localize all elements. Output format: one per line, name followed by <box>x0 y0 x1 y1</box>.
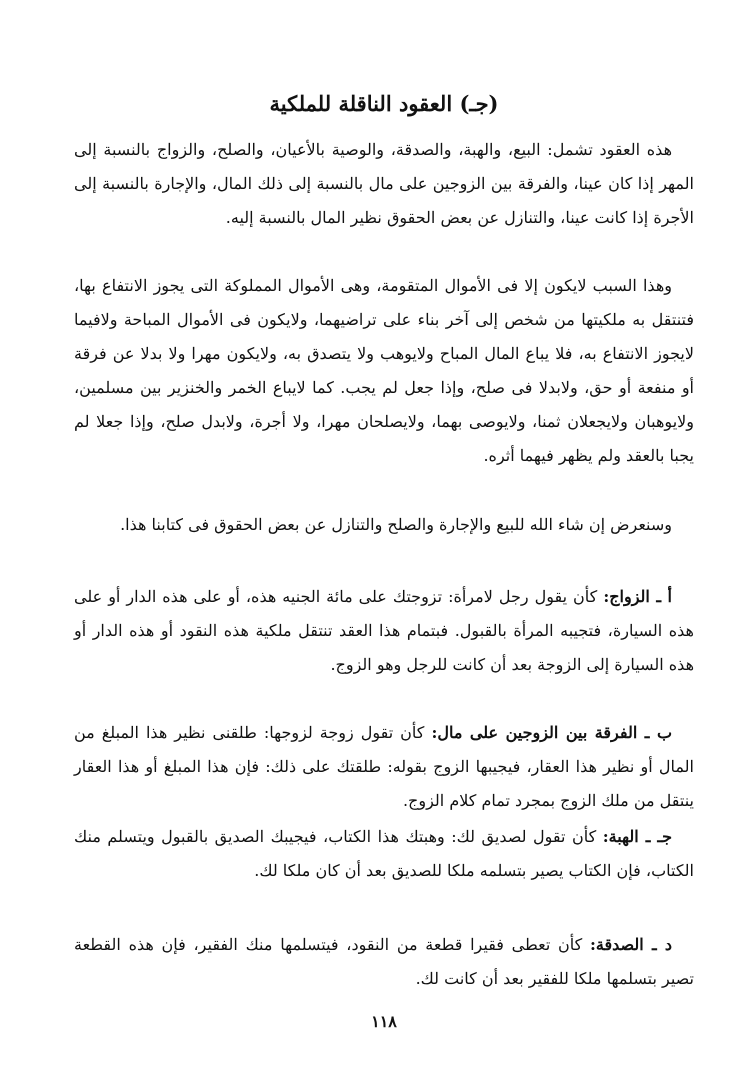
paragraph-separation <box>74 716 694 818</box>
paragraph-contracts-scope <box>74 133 694 235</box>
paragraph-gift <box>74 820 694 888</box>
paragraph-lead: جـ ـ الهبة: <box>602 827 673 846</box>
paragraph-text: كأن يقول رجل لامرأة: تزوجتك على مائة الجنيه هذه، أو على هذه الدار أو على هذه السيارة، فتجيبه المرأة بالقبول. فبتمام هذا العقد تنتقل ملكية هذه النقود أو هذه الدار أو هذه السيارة إلى الزوجة بعد أن كانت للرجل وهو الزوج. <box>74 587 694 674</box>
paragraph-text: هذه العقود تشمل: البيع، والهبة، والصدقة، والوصية بالأعيان، والصلح، والزواج بالنسبة إلى المهر إذا كان عينا، والفرقة بين الزوجين على مال بالنسبة إلى ذلك المال، والإجارة بالنسبة إلى الأجرة إذا كانت عينا، والتنازل عن بعض الحقوق نظير المال بالنسبة إليه. <box>74 140 694 227</box>
paragraph-book-note <box>74 508 694 542</box>
paragraph-text: وهذا السبب لايكون إلا فى الأموال المتقومة، وهى الأموال المملوكة التى يجوز الانتفاع بها، فتنتقل به ملكيتها من شخص إلى آخر بناء على تراضيهما، ولايكون فى الأموال المباحة ولافيما لايجوز الانتفاع به، فلا يباع المال المباح ولايوهب ولا يتصدق به، ولايكون مهرا ولا بدلا عن فرقة أو منفعة أو حق، ولابدلا فى صلح، وإذا جعل لم يجب. كما لايباع الخمر والخنزير بين مسلمين، ولايوهبان ولايجعلان ثمنا، ولايوصى بهما، ولايصلحان مهرا، ولا أجرة، ولابدل صلح، وإذا جعلا لم يجبا بالعقد ولم يظهر فيهما أثره. <box>74 276 694 465</box>
paragraph-text: كأن تقول لصديق لك: وهبتك هذا الكتاب، فيجيبك الصديق بالقبول ويتسلم منك الكتاب، فإن الكتاب يصير بتسلمه ملكا للصديق بعد أن كان ملكا لك. <box>74 827 694 880</box>
page-number: ١١٨ <box>371 1012 397 1031</box>
section-title: (جـ) العقود الناقلة للملكية <box>269 91 499 116</box>
paragraph-lead: ب ـ الفرقة بين الزوجين على مال: <box>431 723 673 742</box>
paragraph-lead: أ ـ الزواج: <box>603 587 672 606</box>
paragraph-text: كأن تعطى فقيرا قطعة من النقود، فيتسلمها منك الفقير، فإن هذه القطعة تصير بتسلمها ملكا للفقير بعد أن كانت لك. <box>74 935 694 988</box>
paragraph-lead: د ـ الصدقة: <box>590 935 672 954</box>
paragraph-charity <box>74 928 694 996</box>
paragraph-text: كأن تقول زوجة لزوجها: طلقنى نظير هذا المبلغ من المال أو نظير هذا العقار، فيجيبها الزوج بقوله: طلقتك على ذلك: فإن هذا المبلغ أو هذا العقار ينتقل من ملك الزوج بمجرد تمام كلام الزوج. <box>74 723 694 810</box>
document-page <box>74 0 694 1086</box>
paragraph-cause-conditions <box>74 269 694 473</box>
paragraph-text: وسنعرض إن شاء الله للبيع والإجارة والصلح والتنازل عن بعض الحقوق فى كتابنا هذا. <box>120 515 672 534</box>
paragraph-marriage <box>74 580 694 682</box>
